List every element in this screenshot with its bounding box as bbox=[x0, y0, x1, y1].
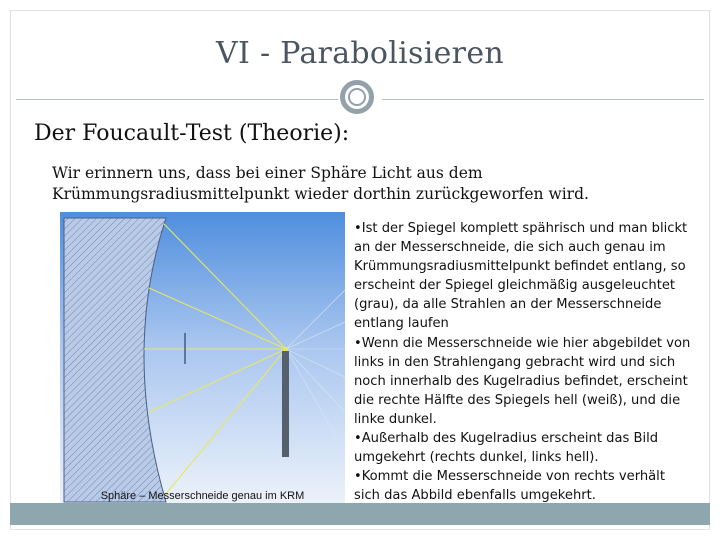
title-divider-right bbox=[382, 99, 704, 100]
bullet-item: •Außerhalb des Kugelradius erscheint das Bild umgekehrt (rechts dunkel, links hell). bbox=[354, 431, 659, 466]
bullet-list bbox=[354, 219, 694, 505]
section-heading: Der Foucault-Test (Theorie): bbox=[34, 121, 350, 146]
slide-title: VI - Parabolisieren bbox=[216, 36, 504, 71]
footer-bar bbox=[10, 503, 710, 525]
knife-edge bbox=[282, 351, 289, 457]
foucault-test-figure bbox=[60, 212, 345, 508]
figure-caption: Sphäre – Messerschneide genau im KRM bbox=[100, 490, 305, 502]
intro-text: Wir erinnern uns, dass bei einer Sphäre Licht aus dem Krümmungsradiusmittelpunkt wieder dorthin zurückgeworfen wird. bbox=[52, 164, 589, 203]
title-divider-left bbox=[16, 99, 338, 100]
ring-ornament-icon bbox=[340, 80, 374, 114]
foucault-diagram bbox=[60, 212, 345, 508]
bullet-item: •Ist der Spiegel komplett spährisch und man blickt an der Messerschneide, die sich auch genau im Krümmungsradiusmittelpunkt befindet entlang, so erscheint der Spiegel gleichmäßig ausgeleuchtet (grau), da alle Strahlen an der Messerschneide entlang laufen bbox=[354, 221, 688, 332]
bullet-item: •Kommt die Messerschneide von rechts verhält sich das Abbild ebenfalls umgekehrt. bbox=[354, 469, 665, 504]
center-of-curvature bbox=[284, 347, 288, 351]
bullet-item: •Wenn die Messerschneide wie hier abgebildet von links in den Strahlengang gebracht wird und sich noch innerhalb des Kugelradius befindet, erscheint die rechte Hälfte des Spiegels hell (weiß), und die linke dunkel. bbox=[354, 335, 691, 427]
